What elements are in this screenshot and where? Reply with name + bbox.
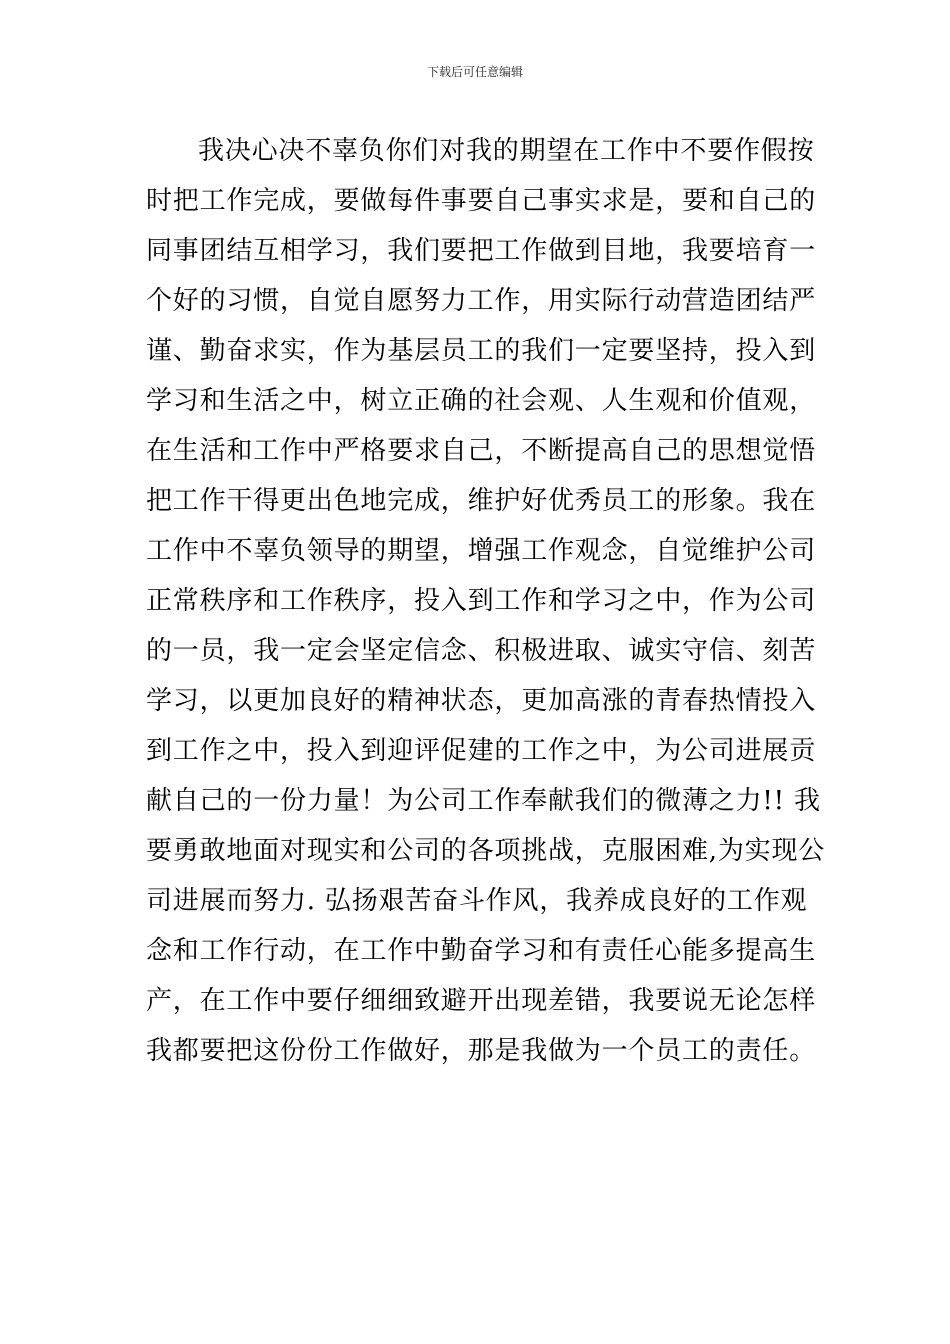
text-line: 念和工作行动，在工作中勤奋学习和有责任心能多提高生: [146, 936, 817, 966]
text-line: 学习和生活之中，树立正确的社会观、人生观和价值观，: [146, 386, 817, 416]
text-line: 我决心决不辜负你们对我的期望在工作中不要作假按: [198, 136, 815, 166]
body-paragraph: [146, 126, 826, 1076]
text-line: 把工作干得更出色地完成，维护好优秀员工的形象。我在: [146, 486, 817, 516]
text-line: 学习，以更加良好的精神状态，更加高涨的青春热情投入: [146, 686, 817, 716]
text-line: 谨、勤奋求实，作为基层员工的我们一定要坚持，投入到: [146, 336, 817, 366]
text-line: 献自己的一份力量！为公司工作奉献我们的微薄之力!! 我: [146, 786, 821, 816]
page-header: 下载后可任意编辑: [426, 65, 523, 79]
text-line: 同事团结互相学习，我们要把工作做到目地，我要培育一: [146, 236, 817, 266]
text-line: 的一员，我一定会坚定信念、积极进取、诚实守信、刻苦: [146, 636, 817, 666]
text-line: 正常秩序和工作秩序，投入到工作和学习之中，作为公司: [146, 586, 817, 616]
text-line: 要勇敢地面对现实和公司的各项挑战，克服困难,为实现公: [146, 836, 826, 866]
text-line: 时把工作完成，要做每件事要自己事实求是，要和自己的: [146, 186, 817, 216]
text-line: 在生活和工作中严格要求自己，不断提高自己的思想觉悟: [146, 436, 817, 466]
text-line: 我都要把这份份工作做好，那是我做为一个员工的责任。: [146, 1036, 817, 1066]
text-line: 司进展而努力. 弘扬艰苦奋斗作风，我养成良好的工作观: [146, 886, 808, 916]
text-line: 产，在工作中要仔细细致避开出现差错，我要说无论怎样: [146, 986, 817, 1016]
text-line: 工作中不辜负领导的期望，增强工作观念，自觉维护公司: [146, 536, 817, 566]
text-line: 个好的习惯，自觉自愿努力工作，用实际行动营造团结严: [146, 286, 817, 316]
text-line: 到工作之中，投入到迎评促建的工作之中，为公司进展贡: [146, 736, 817, 766]
